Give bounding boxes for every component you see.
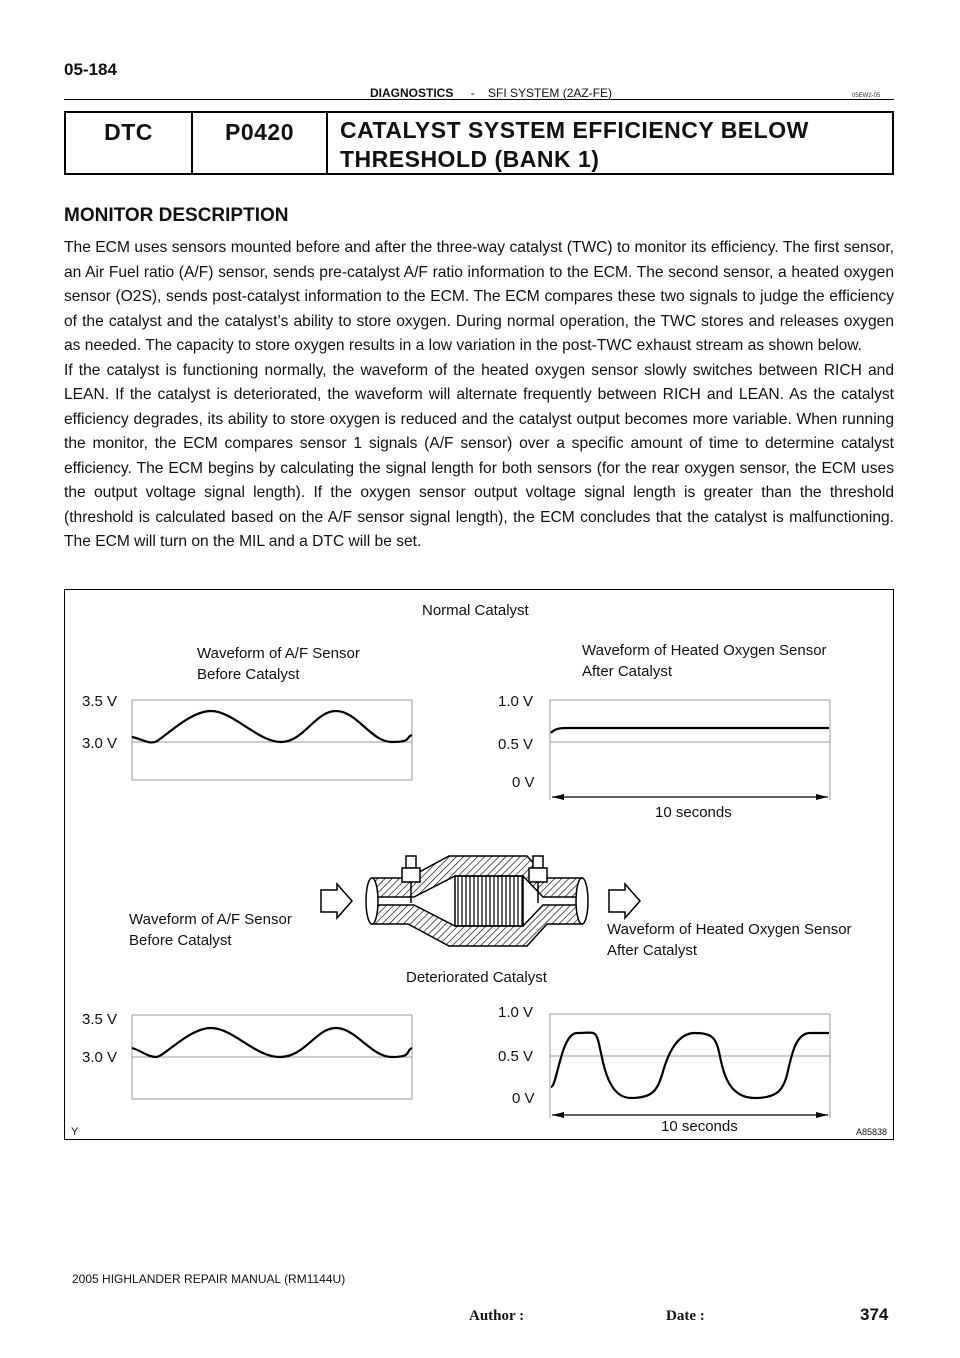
deteriorated-af-axis-high: 3.5 V <box>82 1011 118 1028</box>
normal-af-axis-low: 3.0 V <box>82 735 118 752</box>
deteriorated-af-axis-low: 3.0 V <box>82 1049 118 1066</box>
deteriorated-catalyst-title: Deteriorated Catalyst <box>406 969 547 986</box>
normal-af-waveform <box>132 711 412 742</box>
author-label: Author : <box>469 1308 525 1324</box>
section-breadcrumb <box>370 86 612 100</box>
deteriorated-ho2-axis-zero: 0 V <box>512 1090 535 1107</box>
manual-footer: 2005 HIGHLANDER REPAIR MANUAL (RM1144U) <box>72 1272 346 1286</box>
dtc-title <box>328 113 892 173</box>
normal-ho2-graph <box>550 700 830 800</box>
normal-af-label: Waveform of A/F Sensor Before Catalyst <box>197 645 360 683</box>
deteriorated-af-waveform <box>132 1028 412 1057</box>
catalytic-converter-drawing <box>366 856 588 946</box>
normal-ho2-axis-zero: 0 V <box>512 774 535 791</box>
catalyst-waveform-figure <box>64 589 894 1140</box>
document-code: 05EW2-05 <box>852 93 881 99</box>
normal-ho2-label: Waveform of Heated Oxygen Sensor After Catalyst <box>582 642 827 680</box>
normal-ho2-waveform <box>551 728 829 733</box>
section-separator: - <box>470 86 475 100</box>
normal-af-axis-high: 3.5 V <box>82 693 118 710</box>
dtc-title-box <box>64 111 894 175</box>
paragraph: The ECM uses sensors mounted before and after the three-way catalyst (TWC) to monitor its efficiency. The first sensor, an Air Fuel ratio (A/F) sensor, sends pre-catalyst A/F ratio information to the ECM. The second sensor, a heated oxygen sensor (O2S), sends post-catalyst information to the ECM. The ECM compares these two signals to judge the efficiency of the catalyst and the catalyst’s ability to store oxygen. During normal operation, the TWC stores and releases oxygen as needed. The capacity to store oxygen results in a low variation in the post-TWC exhaust stream as shown below. <box>64 239 894 354</box>
deteriorated-af-graph <box>132 1015 412 1099</box>
normal-duration-label: 10 seconds <box>655 804 732 821</box>
deteriorated-ho2-graph <box>550 1014 830 1118</box>
deteriorated-ho2-axis-mid: 0.5 V <box>498 1048 534 1065</box>
normal-af-graph <box>132 700 412 780</box>
normal-ho2-axis-high: 1.0 V <box>498 693 534 710</box>
figure-corner-mark: Y <box>71 1126 79 1138</box>
inlet-arrow-icon <box>321 884 352 918</box>
page-total: 374 <box>860 1305 889 1324</box>
subsection-name: SFI SYSTEM (2AZ-FE) <box>488 86 613 100</box>
dtc-label: DTC <box>66 113 193 173</box>
paragraph: If the catalyst is functioning normally, the waveform of the heated oxygen sensor slowly switches between RICH and LEAN. If the catalyst is deteriorated, the waveform will alternate frequently between RICH and LEAN. As the catalyst efficiency degrades, its ability to store oxygen is reduced and the catalyst output becomes more variable. When running the monitor, the ECM compares sensor 1 signals (A/F sensor) over a specific amount of time to determine catalyst efficiency. The ECM begins by calculating the signal length for both sensors (for the rear oxygen sensor, the ECM uses the output voltage signal length). If the oxygen sensor output voltage signal length is greater than the threshold (threshold is calculated based on the A/F sensor signal length), the ECM concludes that the catalyst is malfunctioning. The ECM will turn on the MIL and a DTC will be set. <box>64 361 894 550</box>
deteriorated-ho2-axis-high: 1.0 V <box>498 1004 534 1021</box>
header-rule <box>64 99 894 100</box>
section-name: DIAGNOSTICS <box>370 86 454 100</box>
dtc-title-line-2: THRESHOLD (BANK 1) <box>340 146 600 172</box>
deteriorated-duration-label: 10 seconds <box>661 1118 738 1135</box>
normal-ho2-axis-mid: 0.5 V <box>498 736 534 753</box>
deteriorated-af-label: Waveform of A/F Sensor Before Catalyst <box>129 911 292 949</box>
date-label: Date : <box>666 1308 705 1324</box>
section-heading: MONITOR DESCRIPTION <box>64 205 289 226</box>
deteriorated-ho2-waveform <box>551 1033 829 1098</box>
dtc-title-line-1: CATALYST SYSTEM EFFICIENCY BELOW <box>340 117 809 143</box>
deteriorated-ho2-label: Waveform of Heated Oxygen Sensor After Catalyst <box>607 921 852 959</box>
figure-id: A85838 <box>856 1127 888 1137</box>
page-number: 05-184 <box>64 60 117 79</box>
normal-catalyst-title: Normal Catalyst <box>422 602 529 619</box>
outlet-arrow-icon <box>609 884 640 918</box>
description-body <box>64 236 894 555</box>
dtc-code: P0420 <box>193 113 328 173</box>
